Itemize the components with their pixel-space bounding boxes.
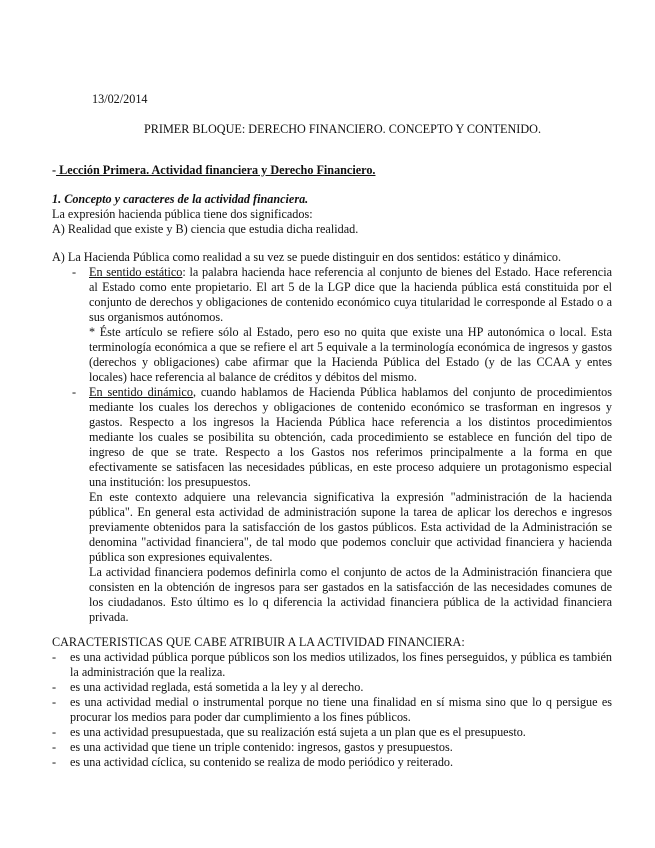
bullet-dash: -	[52, 725, 57, 739]
bullet-dynamic-sense	[52, 385, 612, 625]
bullet-paragraph: * Éste artículo se refiere sólo al Estado, pero eso no quita que existe una HP autonómica o local. Esta terminología económica a que se refiere el art 5 equivale a la terminología económica de ingresos y gastos (derechos y obligaciones) cabe afirmar que la Hacienda Pública del Estado (y de las CCAA y entes locales) hace referencia al balance de créditos y débitos del mismo.	[89, 325, 612, 384]
lesson-title: Lección Primera. Actividad financiera y Derecho Financiero.	[56, 163, 376, 177]
bullet-dash: -	[52, 755, 57, 769]
characteristic-item: - es una actividad cíclica, su contenido se realiza de modo periódico y reiterado.	[52, 755, 454, 769]
bullet-dash: -	[72, 265, 77, 279]
bullet-text: : la palabra hacienda hace referencia al conjunto de bienes del Estado. Hace referencia al Estado como ente propietario. El art 5 de la LGP dice que la hacienda pública está constituida por el conjunto de derechos y obligaciones de contenido económico cuya titularidad le corresponde al Estado o a sus organismos autónomos.	[89, 265, 613, 324]
section-1	[52, 192, 612, 237]
section-a	[52, 250, 612, 625]
characteristics-heading: CARACTERISTICAS QUE CABE ATRIBUIR A LA ACTIVIDAD FINANCIERA:	[52, 635, 465, 649]
bullet-label: En sentido dinámico	[89, 385, 193, 399]
bullet-static-sense	[52, 265, 612, 385]
section-a-intro: A) La Hacienda Pública como realidad a su vez se puede distinguir en dos sentidos: estático y dinámico.	[52, 250, 562, 264]
section-1-heading: 1. Concepto y caracteres de la actividad financiera.	[52, 192, 309, 206]
lesson-prefix: -	[52, 163, 57, 177]
lesson-heading	[52, 163, 375, 178]
bullet-dash: -	[52, 680, 57, 694]
characteristics-section	[52, 635, 612, 770]
bullet-label: En sentido estático	[89, 265, 183, 279]
characteristic-item: - es una actividad presupuestada, que su realización está sujeta a un plan que es el presupuesto.	[52, 725, 526, 739]
bullet-dash: -	[52, 650, 57, 664]
characteristic-item: - es una actividad pública porque públicos son los medios utilizados, los fines perseguidos, y pública es también la administración que la realiza.	[52, 650, 612, 679]
bullet-paragraph: En este contexto adquiere una relevancia significativa la expresión "administración de la hacienda pública". En general esta actividad de administración supone la tarea de aplicar los derechos e ingresos previamente obtenidos para la satisfacción de los gastos públicos. Esta actividad de la Administración se denomina "actividad financiera", de tal modo que podemos concluir que actividad financiera y hacienda pública son expresiones equivalentes.	[89, 490, 612, 564]
section-1-line-1: La expresión hacienda pública tiene dos significados:	[52, 207, 313, 221]
characteristic-item: - es una actividad reglada, está sometida a la ley y al derecho.	[52, 680, 364, 694]
section-1-line-2: A) Realidad que existe y B) ciencia que estudia dicha realidad.	[52, 222, 359, 236]
bullet-dash: -	[72, 385, 77, 399]
bullet-paragraph: La actividad financiera podemos definirla como el conjunto de actos de la Administración financiera que consisten en la obtención de ingresos para ser gastados en la satisfacción de las necesidades comunes de los ciudadanos. Esto último es lo q diferencia la actividad financiera pública de la actividad financiera privada.	[89, 565, 612, 624]
bullet-dash: -	[52, 695, 57, 709]
characteristic-item: - es una actividad que tiene un triple contenido: ingresos, gastos y presupuestos.	[52, 740, 453, 754]
characteristic-item: - es una actividad medial o instrumental porque no tiene una finalidad en sí misma sino que lo q persigue es procurar los medios para poder dar cumplimiento a los fines públicos.	[52, 695, 612, 724]
document-date: 13/02/2014	[92, 92, 148, 106]
bullet-text: , cuando hablamos de Hacienda Pública hablamos del conjunto de procedimientos mediante los cuales los derechos y obligaciones de contenido económico se trasforman en ingresos y gastos. Respecto a los ingresos la Hacienda Pública hace referencia a los distintos procedimientos mediante los cuales se posibilita su obtención, cada procedimiento se establece en función del tipo de ingreso de que se trate. Respecto a los Gastos nos referimos principalmente a la forma en que efectivamente se satisfacen las necesidades públicas, en este proceso adquiere un protagonismo especial una institución: los presupuestos.	[89, 385, 612, 489]
bullet-dash: -	[52, 740, 57, 754]
document-title: PRIMER BLOQUE: DERECHO FINANCIERO. CONCEPTO Y CONTENIDO.	[144, 122, 542, 136]
